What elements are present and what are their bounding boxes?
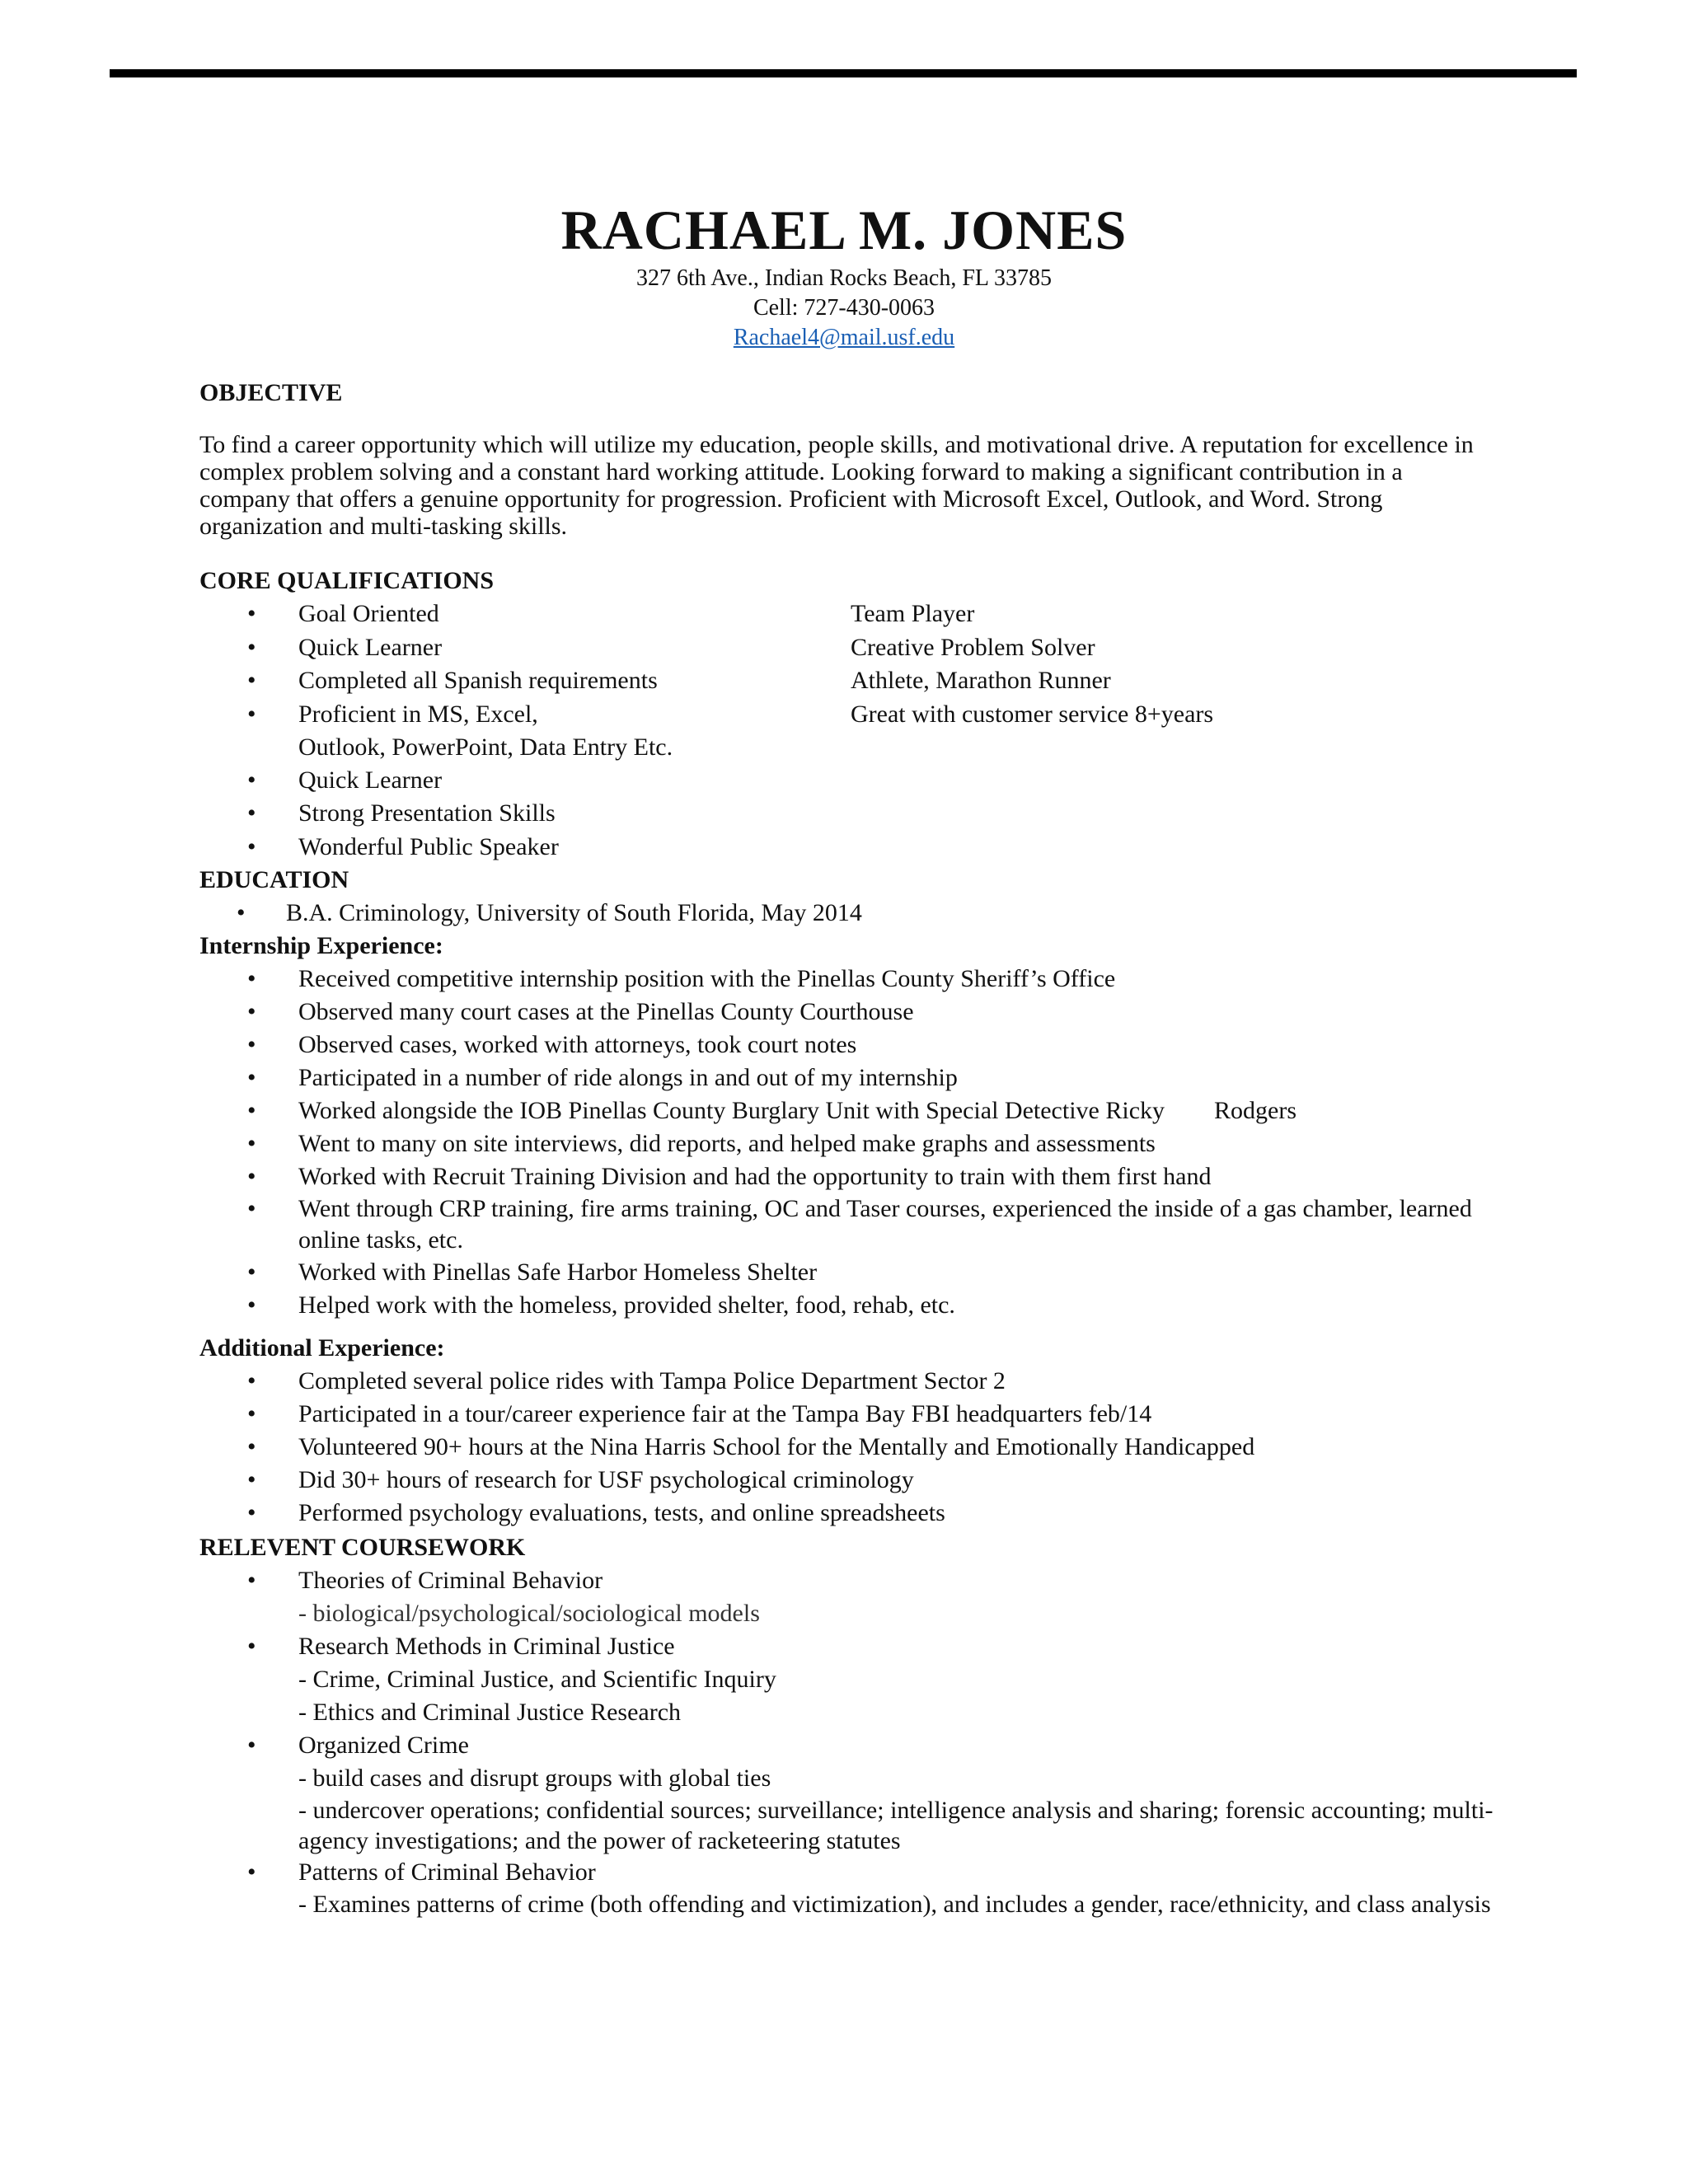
internship-heading: Internship Experience: xyxy=(199,932,443,959)
course-title: • Organized Crime xyxy=(298,1732,469,1759)
core-qualifications-list xyxy=(199,598,1518,864)
list-item: • Worked with Pinellas Safe Harbor Homeless Shelter xyxy=(199,1256,1502,1289)
objective-text: To find a career opportunity which will utilize my education, people skills, and motivational drive. A reputation for excellence in complex problem solving and a constant hard working attitude. Looking forward to making a significant contribution in a company that offers a genuine opportunity for progression. Proficient with Microsoft Excel, Outlook, and Word. Strong organization and multi-tasking skills. xyxy=(199,431,1474,540)
course-detail: - Examines patterns of crime (both offending and victimization), and includes a gender, race/ethnicity, and class analysis xyxy=(298,1891,1491,1918)
internship-list xyxy=(199,963,1502,1322)
course-detail: - Ethics and Criminal Justice Research xyxy=(298,1699,682,1726)
course-detail: - Crime, Criminal Justice, and Scientific Inquiry xyxy=(298,1666,776,1693)
list-item: • Worked with Recruit Training Division and had the opportunity to train with them first hand xyxy=(199,1160,1502,1193)
phone: Cell: 727-430-0063 xyxy=(753,295,935,321)
additional-list xyxy=(199,1365,1518,1530)
course-item xyxy=(199,1630,1502,1729)
qual-row: • Quick Learner Creative Problem Solver xyxy=(247,633,1095,661)
coursework-list xyxy=(199,1564,1502,1919)
list-item: • Helped work with the homeless, provided shelter, food, rehab, etc. xyxy=(199,1289,1502,1322)
address: 327 6th Ave., Indian Rocks Beach, FL 33785 xyxy=(636,265,1052,291)
education-heading: EDUCATION xyxy=(199,866,349,893)
list-item: • B.A. Criminology, University of South Florida, May 2014 xyxy=(199,897,1518,930)
qual-row: • Wonderful Public Speaker xyxy=(247,832,559,860)
list-item: • Completed several police rides with Tampa Police Department Sector 2 xyxy=(199,1365,1518,1398)
course-detail: - undercover operations; confidential sources; surveillance; intelligence analysis and sharing; forensic accounting; multi-agency investigations; and the power of racketeering statutes xyxy=(298,1797,1493,1854)
qual-row: • Quick Learner xyxy=(247,766,443,794)
candidate-name: RACHAEL M. JONES xyxy=(560,199,1128,261)
list-item: • Went through CRP training, fire arms training, OC and Taser courses, experienced the inside of a gas chamber, learned online tasks, etc. xyxy=(199,1193,1502,1256)
list-item: • Went to many on site interviews, did reports, and helped make graphs and assessments xyxy=(199,1127,1502,1160)
course-title: • Theories of Criminal Behavior xyxy=(298,1567,603,1594)
list-item: • Received competitive internship position with the Pinellas County Sheriff’s Office xyxy=(199,963,1502,996)
course-title: • Research Methods in Criminal Justice xyxy=(298,1633,675,1660)
qual-row: • Completed all Spanish requirements Athlete, Marathon Runner xyxy=(247,667,1111,694)
course-detail: - biological/psychological/sociological models xyxy=(298,1600,760,1627)
core-qualifications-heading: CORE QUALIFICATIONS xyxy=(199,567,494,594)
list-item: • Did 30+ hours of research for USF psychological criminology xyxy=(199,1464,1518,1497)
objective-heading: OBJECTIVE xyxy=(199,379,343,406)
qual-row: • Proficient in MS, Excel, Great with customer service 8+years Outlook, PowerPoint, Data Entry Etc. xyxy=(247,700,1214,761)
course-item xyxy=(199,1729,1502,1856)
list-item: • Volunteered 90+ hours at the Nina Harris School for the Mentally and Emotionally Handicapped xyxy=(199,1431,1518,1464)
course-item xyxy=(199,1856,1502,1919)
top-rule xyxy=(110,69,1577,77)
list-item: • Worked alongside the IOB Pinellas County Burglary Unit with Special Detective Ricky Rodgers xyxy=(199,1094,1502,1127)
list-item: • Participated in a tour/career experience fair at the Tampa Bay FBI headquarters feb/14 xyxy=(199,1398,1518,1431)
qual-row: • Strong Presentation Skills xyxy=(247,799,556,827)
list-item: • Observed cases, worked with attorneys, took court notes xyxy=(199,1029,1502,1062)
list-item: • Observed many court cases at the Pinellas County Courthouse xyxy=(199,996,1502,1029)
additional-heading: Additional Experience: xyxy=(199,1334,445,1361)
qual-row: • Goal Oriented Team Player xyxy=(247,600,975,627)
coursework-heading: RELEVENT COURSEWORK xyxy=(199,1534,526,1561)
email-link[interactable]: Rachael4@mail.usf.edu xyxy=(733,325,955,350)
course-title: • Patterns of Criminal Behavior xyxy=(298,1858,596,1886)
list-item: • Performed psychology evaluations, tests, and online spreadsheets xyxy=(199,1497,1518,1530)
education-list xyxy=(199,897,1518,930)
resume-header xyxy=(0,196,1688,353)
course-detail: - build cases and disrupt groups with global ties xyxy=(298,1765,771,1792)
course-item xyxy=(199,1564,1502,1630)
list-item: • Participated in a number of ride alongs in and out of my internship xyxy=(199,1062,1502,1094)
